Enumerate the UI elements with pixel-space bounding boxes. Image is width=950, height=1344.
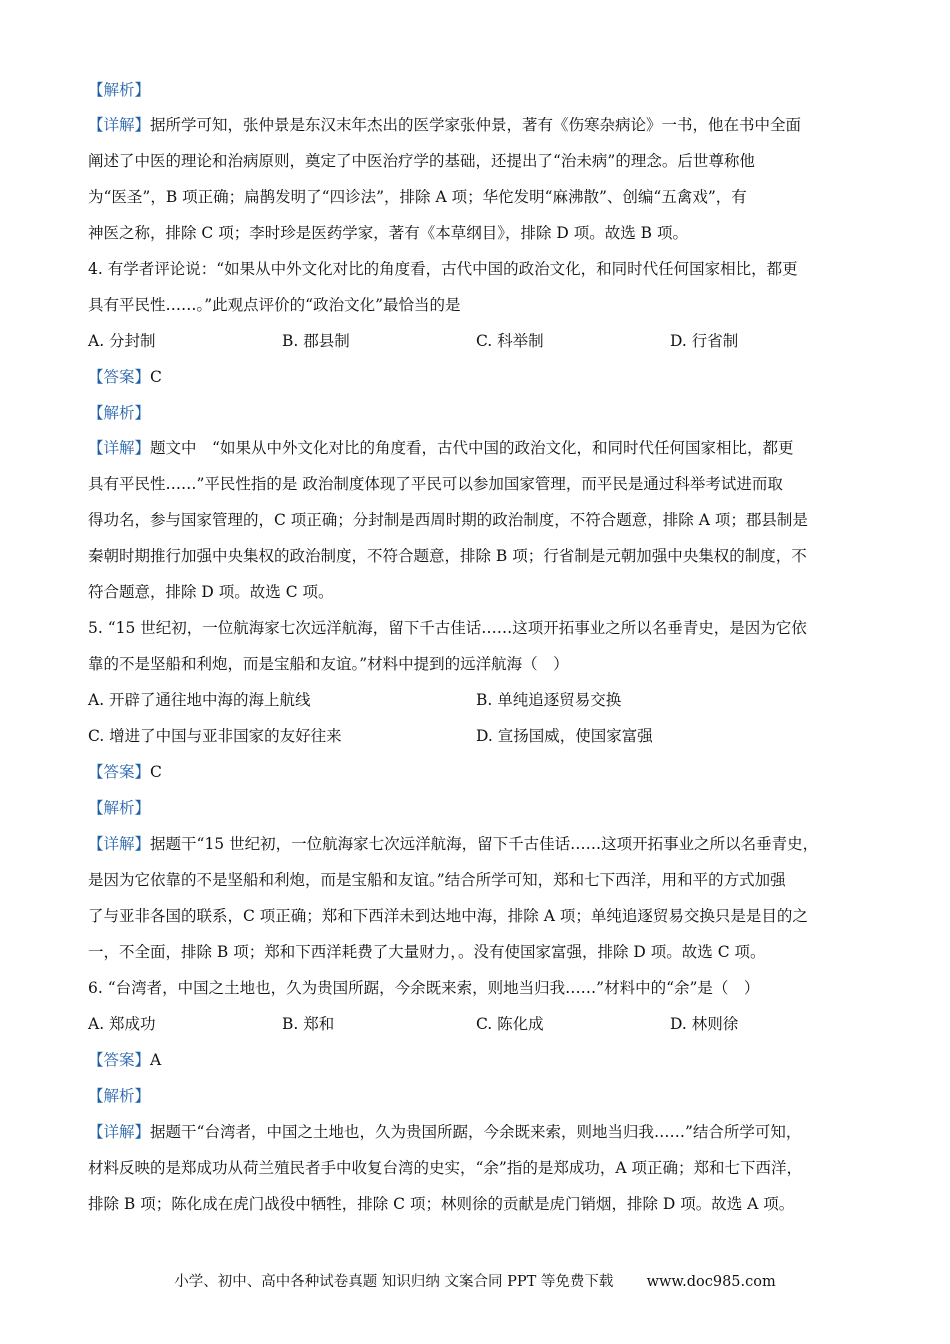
question-4-stem: 4. 有学者评论说：“如果从中外文化对比的角度看，古代中国的政治文化，和同时代任何国家相比，都更 <box>88 260 798 278</box>
q6-option-a: A. 郑成功 <box>88 1015 156 1033</box>
question-6-stem: 6. “台湾者，中国之土地也，久为贵国所踞，今余既来索，则地当归我……”材料中的“余”是（ ） <box>88 979 760 997</box>
detail-line: 一，不全面，排除 B 项；郑和下西洋耗费了大量财力，。没有使国家富强，排除 D 项。故选 C 项。 <box>88 943 766 961</box>
question-4-stem: 具有平民性……。”此观点评价的“政治文化”最恰当的是 <box>88 296 461 314</box>
question-5-stem: 靠的不是坚船和利炮，而是宝船和友谊。”材料中提到的远洋航海（ ） <box>88 655 569 673</box>
analysis-heading: 【解析】 <box>88 1087 151 1105</box>
q6-answer: 【答案】A <box>88 1051 162 1069</box>
page-footer <box>0 1270 950 1291</box>
q6-option-d: D. 林则徐 <box>670 1015 739 1033</box>
footer-url[interactable]: www.doc985.com <box>646 1274 776 1290</box>
detail-line: 为“医圣”，B 项正确；扁鹊发明了“四诊法”，排除 A 项；华佗发明“麻沸散”、创编“五禽戏”，有 <box>88 188 747 206</box>
analysis-heading: 【解析】 <box>88 81 151 99</box>
detail-line: 排除 B 项；陈化成在虎门战役中牺牲，排除 C 项；林则徐的贡献是虎门销烟，排除 D 项。故选 A 项。 <box>88 1195 795 1213</box>
q5-option-b: B. 单纯追逐贸易交换 <box>476 691 622 709</box>
detail-line: 阐述了中医的理论和治病原则，奠定了中医治疗学的基础，还提出了“治未病”的理念。后世尊称他 <box>88 152 755 170</box>
detail-line: 神医之称，排除 C 项；李时珍是医药学家，著有《本草纲目》，排除 D 项。故选 B 项。 <box>88 224 688 242</box>
q5-option-c: C. 增进了中国与亚非国家的友好往来 <box>88 727 342 745</box>
q4-answer: 【答案】C <box>88 368 162 386</box>
q5-option-a: A. 开辟了通往地中海的海上航线 <box>88 691 311 709</box>
q6-option-b: B. 郑和 <box>282 1015 335 1033</box>
detail-line: 秦朝时期推行加强中央集权的政治制度，不符合题意，排除 B 项；行省制是元朝加强中央集权的制度，不 <box>88 547 807 565</box>
detail-line: 符合题意，排除 D 项。故选 C 项。 <box>88 583 334 601</box>
q5-option-d: D. 宣扬国威，使国家富强 <box>476 727 653 745</box>
q6-option-c: C. 陈化成 <box>476 1015 544 1033</box>
detail-line: 【详解】据题干“15 世纪初，一位航海家七次远洋航海，留下千古佳话……这项开拓事业之所以名垂青史， <box>88 835 819 853</box>
detail-line: 材料反映的是郑成功从荷兰殖民者手中收复台湾的史实，“余”指的是郑成功，A 项正确；郑和七下西洋， <box>88 1159 802 1177</box>
question-5-stem: 5. “15 世纪初，一位航海家七次远洋航海，留下千古佳话……这项开拓事业之所以名垂青史，是因为它依 <box>88 619 807 637</box>
q4-option-d: D. 行省制 <box>670 332 739 350</box>
q4-option-c: C. 科举制 <box>476 332 544 350</box>
detail-line: 【详解】据所学可知，张仲景是东汉末年杰出的医学家张仲景，著有《伤寒杂病论》一书，他在书中全面 <box>88 116 802 134</box>
detail-line: 【详解】题文中 “如果从中外文化对比的角度看，古代中国的政治文化，和同时代任何国家相比，都更 <box>88 439 794 457</box>
footer-text: 小学、初中、高中各种试卷真题 知识归纳 文案合同 PPT 等免费下载 <box>174 1274 614 1290</box>
q5-answer: 【答案】C <box>88 763 162 781</box>
q4-option-b: B. 郡县制 <box>282 332 350 350</box>
detail-line: 了与亚非各国的联系，C 项正确；郑和下西洋未到达地中海，排除 A 项；单纯追逐贸易交换只是是目的之 <box>88 907 808 925</box>
detail-line: 得功名，参与国家管理的，C 项正确；分封制是西周时期的政治制度，不符合题意，排除 A 项；郡县制是 <box>88 511 808 529</box>
detail-line: 具有平民性……”平民性指的是 政治制度体现了平民可以参加国家管理，而平民是通过科举考试进而取 <box>88 475 783 493</box>
q4-option-a: A. 分封制 <box>88 332 156 350</box>
analysis-heading: 【解析】 <box>88 799 151 817</box>
detail-line: 是因为它依靠的不是坚船和利炮，而是宝船和友谊。”结合所学可知，郑和七下西洋，用和平的方式加强 <box>88 871 786 889</box>
detail-line: 【详解】据题干“台湾者，中国之土地也，久为贵国所踞，今余既来索，则地当归我……”结合所学可知， <box>88 1123 802 1141</box>
analysis-heading: 【解析】 <box>88 404 151 422</box>
